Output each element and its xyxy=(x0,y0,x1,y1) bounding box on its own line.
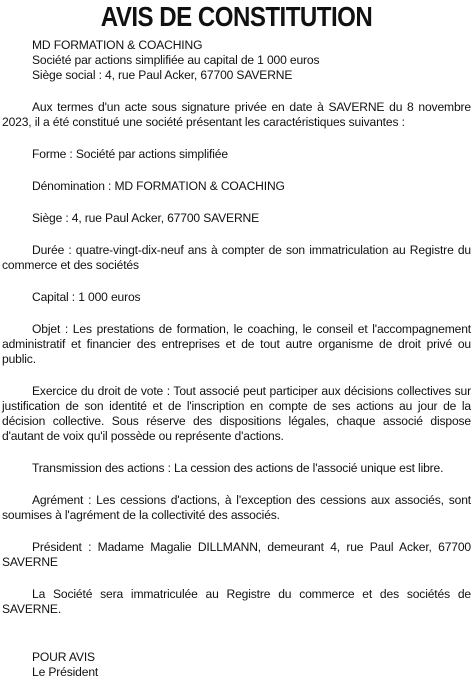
forme-paragraph: Forme : Société par actions simplifiée xyxy=(32,147,228,161)
signature-block xyxy=(2,650,471,680)
agrement-paragraph: Agrément : Les cessions d'actions, à l'exception des cessions aux associés, sont soumises à l'agrément de la collectivité des associés. xyxy=(2,493,471,522)
intro-paragraph: Aux termes d'un acte sous signature privée en date à SAVERNE du 8 novembre 2023, il a été constitué une société présentant les caractéristiques suivantes : xyxy=(2,100,471,129)
company-form-capital: Société par actions simplifiée au capital de 1 000 euros xyxy=(32,53,320,67)
vote-paragraph: Exercice du droit de vote : Tout associé peut participer aux décisions collectives sur justification de son identité et de l'inscription en compte de ses actions au jour de la décision collective. Sous réserve des dispositions légales, chaque associé dispose d'autant de voix qu'il possède ou représente d'actions. xyxy=(2,384,471,443)
signature-role: Le Président xyxy=(32,665,99,679)
company-header xyxy=(2,38,471,83)
duree-paragraph: Durée : quatre-vingt-dix-neuf ans à compter de son immatriculation au Registre du commerce et des sociétés xyxy=(2,243,471,272)
president-paragraph: Président : Madame Magalie DILLMANN, demeurant 4, rue Paul Acker, 67700 SAVERNE xyxy=(2,540,471,569)
notice-title: AVIS DE CONSTITUTION xyxy=(100,1,373,32)
company-name: MD FORMATION & COACHING xyxy=(32,38,203,52)
notice-body xyxy=(2,38,471,680)
objet-paragraph: Objet : Les prestations de formation, le coaching, le conseil et l'accompagnement administratif et financier des entreprises et de tout autre organisme de droit privé ou public. xyxy=(2,322,471,366)
siege-paragraph: Siège : 4, rue Paul Acker, 67700 SAVERNE xyxy=(32,211,260,225)
capital-paragraph: Capital : 1 000 euros xyxy=(32,290,141,304)
company-seat: Siège social : 4, rue Paul Acker, 67700 SAVERNE xyxy=(32,68,293,82)
transmission-paragraph: Transmission des actions : La cession des actions de l'associé unique est libre. xyxy=(32,461,444,475)
signature-pour-avis: POUR AVIS xyxy=(32,650,95,664)
immatriculation-paragraph: La Société sera immatriculée au Registre du commerce et des sociétés de SAVERNE. xyxy=(2,587,471,616)
denomination-paragraph: Dénomination : MD FORMATION & COACHING xyxy=(32,179,285,193)
